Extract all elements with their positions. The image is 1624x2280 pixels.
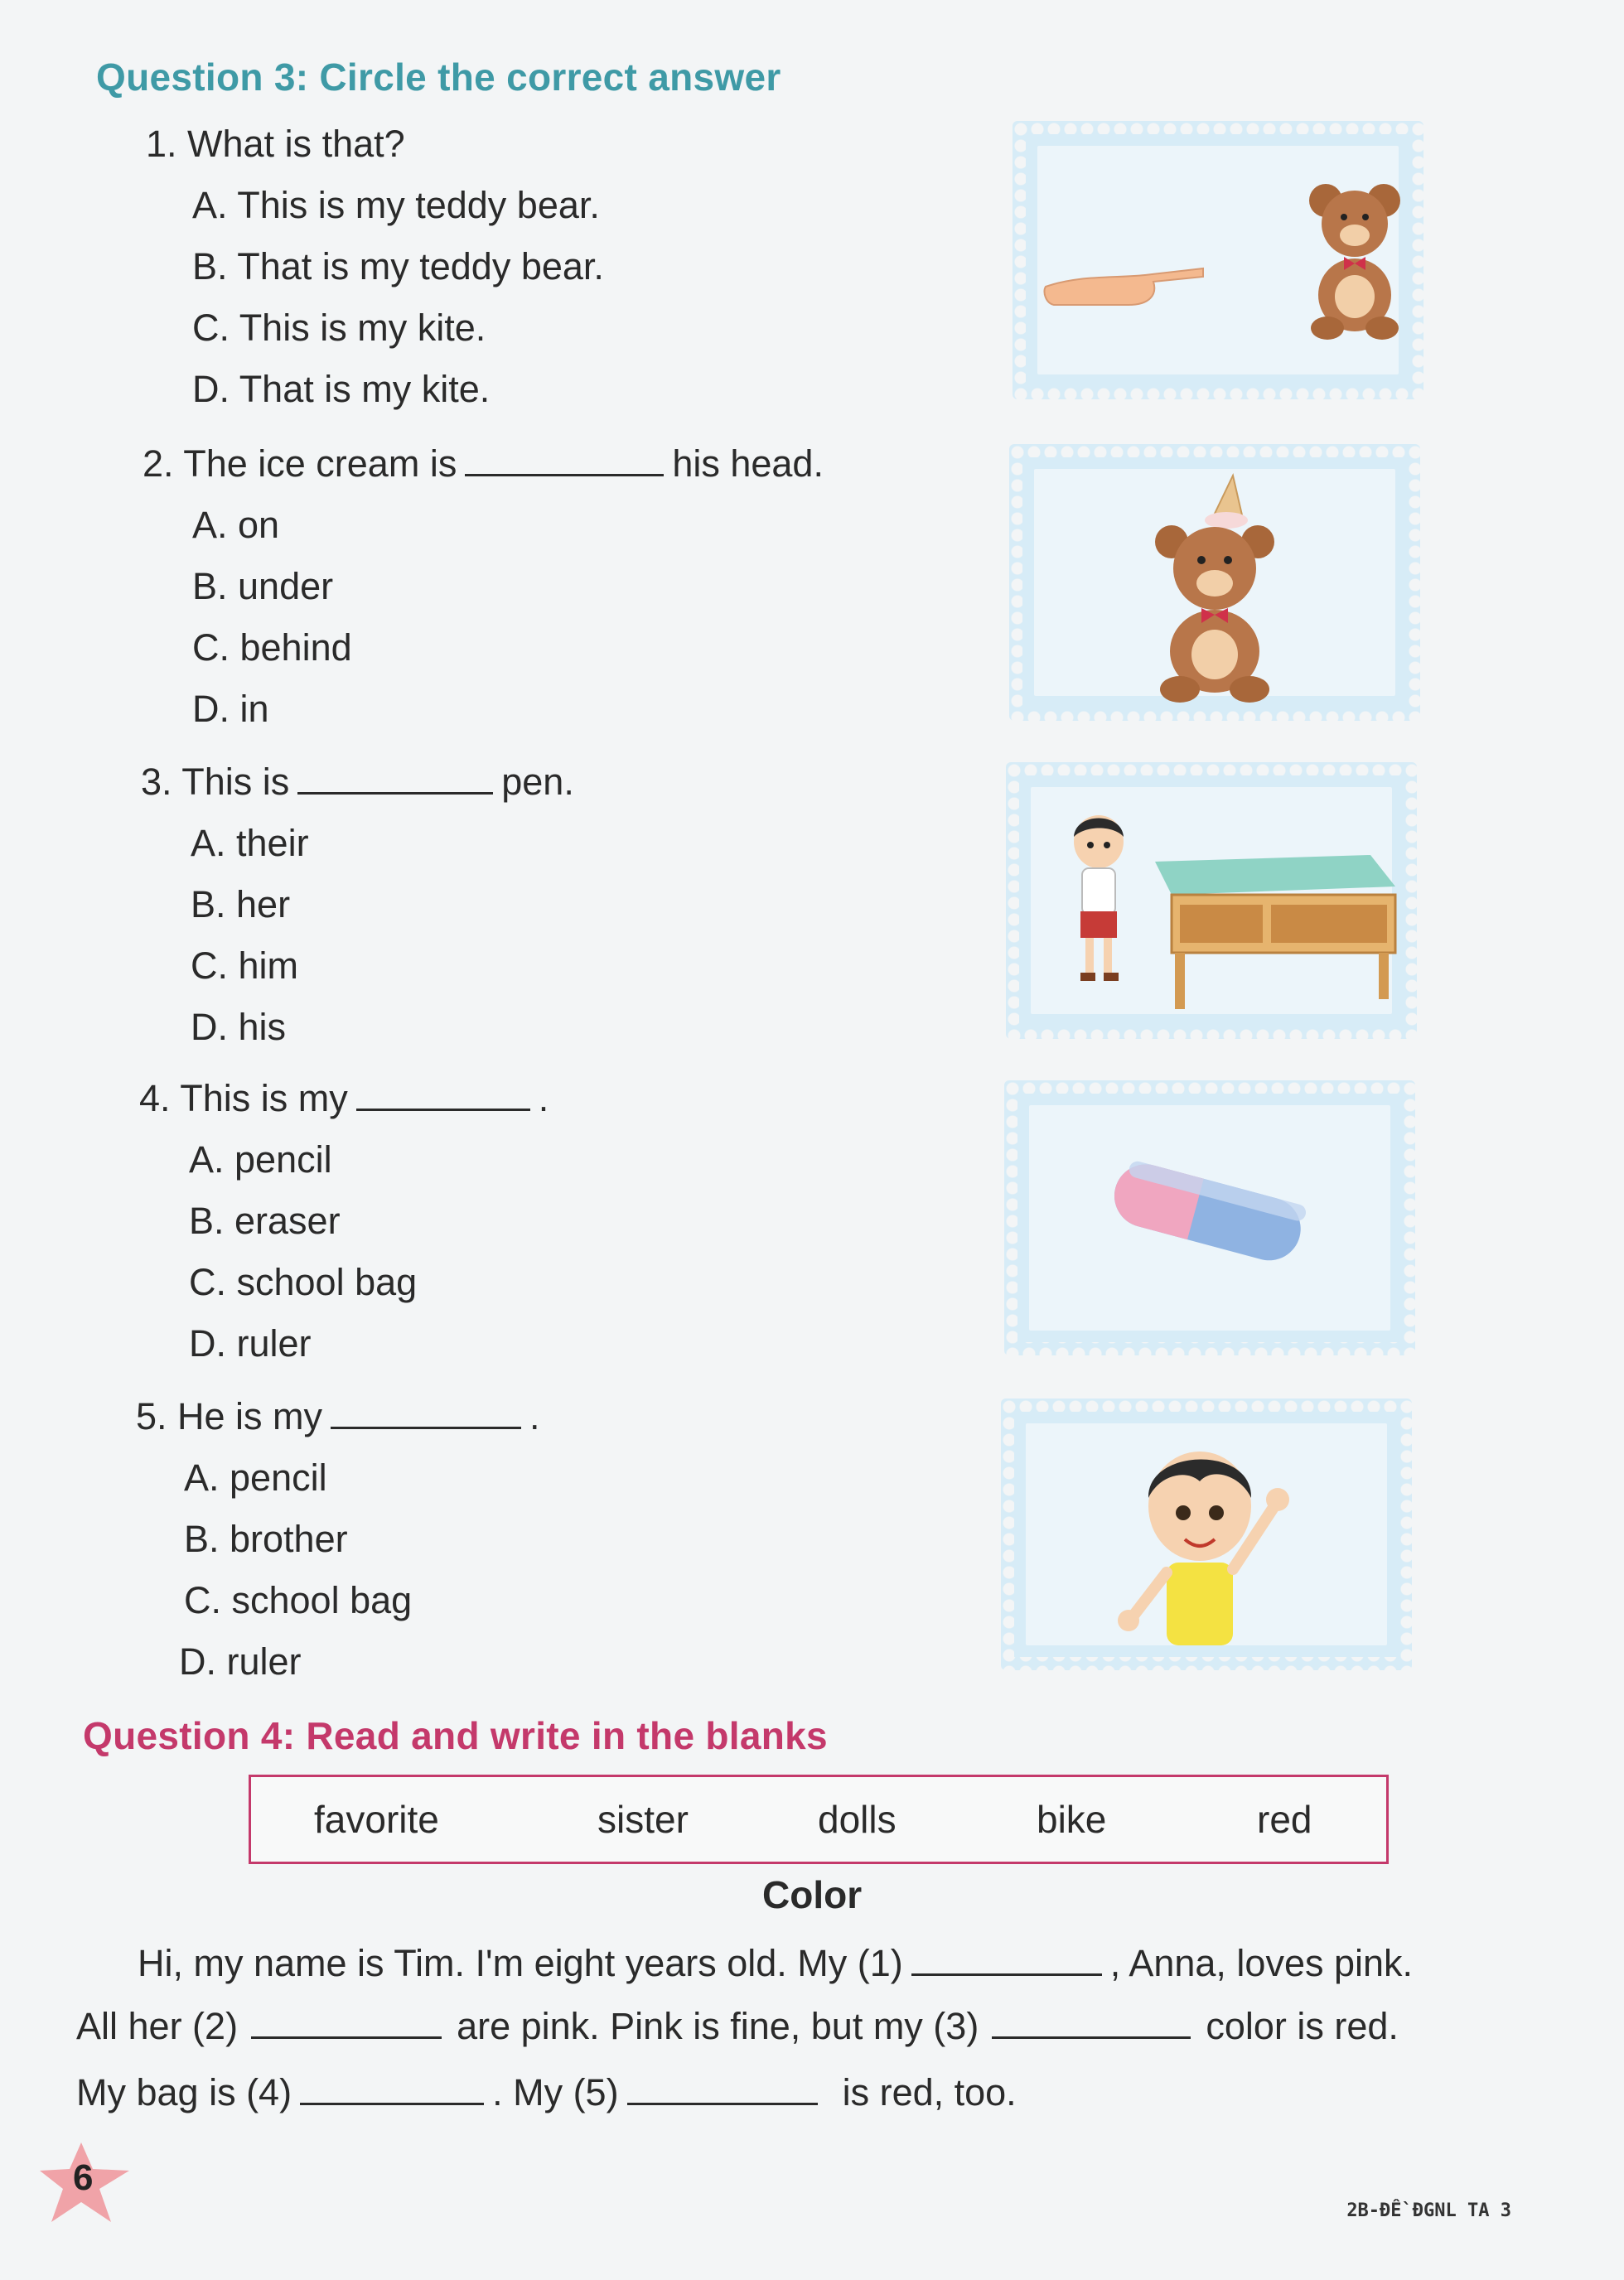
q3-item-3-stem-pre: 3. This is <box>141 761 290 803</box>
word-bank-item: red <box>1257 1798 1312 1841</box>
q3-item-4-stem-pre: 4. This is my <box>139 1077 348 1119</box>
passage-text: All her (2) <box>76 2005 239 2047</box>
passage-text: . My (5) <box>492 2071 619 2113</box>
answer-blank[interactable] <box>465 442 664 476</box>
q3-item-1-option-b[interactable]: B. That is my teddy bear. <box>192 245 604 287</box>
page-number-badge <box>40 2141 131 2224</box>
passage-line-2 <box>76 2005 1399 2048</box>
q3-item-2-option-d[interactable]: D. in <box>192 688 269 730</box>
picture-eraser <box>1004 1080 1415 1355</box>
blank-4[interactable] <box>300 2071 484 2105</box>
q3-item-4-stem-post: . <box>538 1077 549 1119</box>
q3-item-5-option-d[interactable]: D. ruler <box>179 1640 302 1683</box>
q3-item-4-option-a[interactable]: A. pencil <box>189 1138 332 1181</box>
q3-item-5-stem-pre: 5. He is my <box>136 1395 323 1437</box>
blank-2[interactable] <box>251 2005 442 2039</box>
q3-item-2-stem-post: his head. <box>672 442 824 485</box>
q3-item-3-stem <box>141 761 574 804</box>
passage-line-3 <box>76 2071 1017 2114</box>
q3-item-3-option-d[interactable]: D. his <box>191 1006 287 1048</box>
q3-item-4-option-c[interactable]: C. school bag <box>189 1261 418 1303</box>
word-bank-item: bike <box>1037 1798 1107 1841</box>
passage-title: Color <box>762 1873 863 1916</box>
q3-item-1-option-a[interactable]: A. This is my teddy bear. <box>192 184 600 226</box>
teddy-with-ice-cream-icon <box>1009 444 1420 721</box>
word-bank-item: sister <box>597 1798 689 1841</box>
answer-blank[interactable] <box>356 1077 530 1111</box>
q3-item-2-option-b[interactable]: B. under <box>192 565 334 607</box>
pointing-hand-teddy-icon <box>1013 121 1423 399</box>
passage-text: My bag is (4) <box>76 2071 292 2113</box>
answer-blank[interactable] <box>331 1395 521 1429</box>
passage-text: color is red. <box>1206 2005 1399 2047</box>
blank-1[interactable] <box>911 1942 1102 1976</box>
q3-item-2-stem <box>143 442 824 485</box>
passage-text: is red, too. <box>842 2071 1017 2113</box>
picture-pointing-at-teddy-bear <box>1013 121 1423 399</box>
q3-item-3-option-a[interactable]: A. their <box>191 822 309 864</box>
q3-item-2-stem-pre: 2. The ice cream is <box>143 442 457 485</box>
word-bank-item: favorite <box>314 1798 439 1841</box>
picture-boy-waving <box>1001 1398 1412 1670</box>
question-4-title: Question 4: Read and write in the blanks <box>83 1714 828 1757</box>
q3-item-5-option-b[interactable]: B. brother <box>184 1518 348 1560</box>
waving-boy-icon <box>1001 1398 1412 1670</box>
q3-item-3-option-c[interactable]: C. him <box>191 944 299 987</box>
eraser-icon <box>1004 1080 1415 1355</box>
footer-code: 2B-ĐỀ ĐGNL TA 3 <box>1346 2200 1511 2221</box>
passage-text: Hi, my name is Tim. I'm eight years old. My (1) <box>138 1942 903 1984</box>
q3-item-2-option-c[interactable]: C. behind <box>192 626 352 669</box>
blank-5[interactable] <box>627 2071 818 2105</box>
picture-boy-and-table <box>1006 762 1417 1039</box>
passage-text: are pink. Pink is fine, but my (3) <box>457 2005 979 2047</box>
picture-bear-with-ice-cream <box>1009 444 1420 721</box>
boy-and-table-icon <box>1006 762 1417 1039</box>
q3-item-4-option-b[interactable]: B. eraser <box>189 1200 341 1242</box>
word-bank <box>249 1775 1389 1864</box>
q3-item-4-option-d[interactable]: D. ruler <box>189 1322 312 1365</box>
q3-item-5-option-c[interactable]: C. school bag <box>184 1579 413 1621</box>
blank-3[interactable] <box>992 2005 1191 2039</box>
q3-item-5-stem <box>136 1395 540 1438</box>
q3-item-3-option-b[interactable]: B. her <box>191 883 291 925</box>
passage-line-1 <box>138 1942 1413 1985</box>
q3-item-1-stem: 1. What is that? <box>146 123 405 165</box>
answer-blank[interactable] <box>297 761 493 795</box>
q3-item-5-stem-post: . <box>529 1395 540 1437</box>
q3-item-5-option-a[interactable]: A. pencil <box>184 1456 327 1499</box>
passage-text: , Anna, loves pink. <box>1109 1942 1414 1984</box>
word-bank-item: dolls <box>818 1798 897 1841</box>
page-number: 6 <box>73 2157 94 2198</box>
q3-item-4-stem <box>139 1077 549 1120</box>
q3-item-1-option-c[interactable]: C. This is my kite. <box>192 307 486 349</box>
question-3-title: Question 3: Circle the correct answer <box>96 56 781 99</box>
q3-item-2-option-a[interactable]: A. on <box>192 504 280 546</box>
q3-item-3-stem-post: pen. <box>501 761 574 803</box>
q3-item-1-option-d[interactable]: D. That is my kite. <box>192 368 491 410</box>
